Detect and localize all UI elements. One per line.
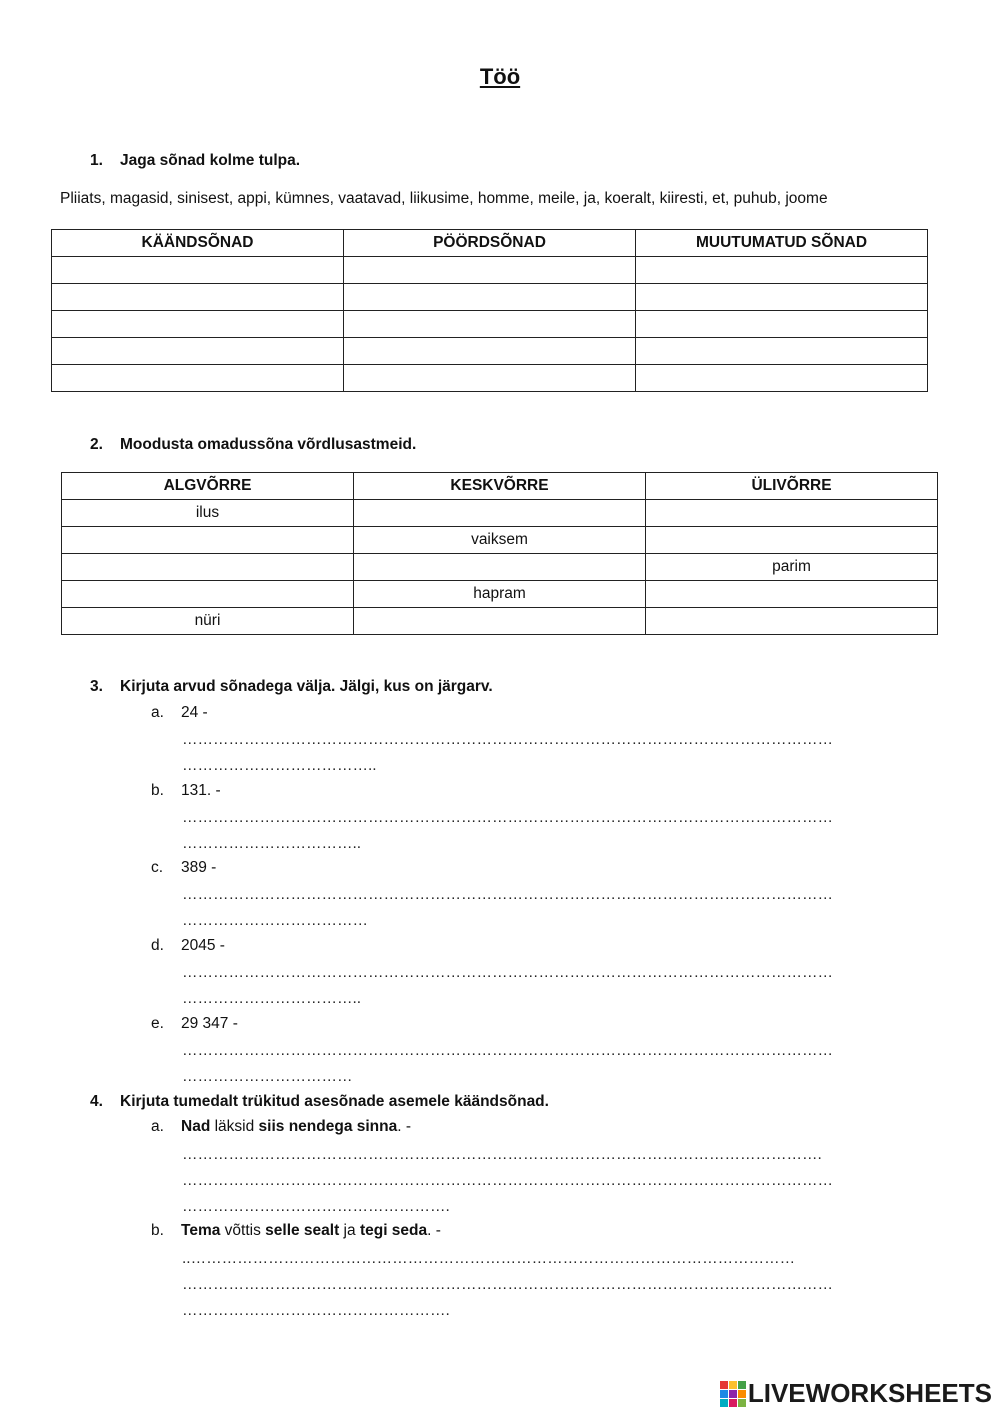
answer-cell[interactable]: [636, 311, 928, 338]
answer-line[interactable]: ………………………………: [182, 912, 368, 929]
answer-line[interactable]: ……………………………..: [182, 835, 362, 852]
sentence-text: läksid: [210, 1118, 259, 1135]
q4-item-b: [151, 1222, 441, 1240]
question-text: Moodusta omadussõna võrdlusastmeid.: [120, 436, 417, 453]
logo-square: [729, 1390, 737, 1398]
question-text: Jaga sõnad kolme tulpa.: [120, 152, 301, 169]
answer-line[interactable]: ………………………………………………………………………………………………………………: [182, 886, 833, 903]
logo-text: LIVEWORKSHEETS: [747, 1378, 992, 1408]
table-cell: vaiksem: [354, 527, 646, 554]
column-header: MUUTUMATUD SÕNAD: [636, 230, 928, 257]
answer-cell[interactable]: [344, 257, 636, 284]
answer-cell[interactable]: [52, 257, 344, 284]
table-row: [62, 500, 938, 527]
answer-cell[interactable]: [354, 608, 646, 635]
table-cell: ilus: [62, 500, 354, 527]
answer-cell[interactable]: [646, 527, 938, 554]
item-letter: c.: [151, 859, 164, 876]
q3-item-d: [151, 937, 225, 955]
item-number: 24 -: [181, 704, 208, 721]
column-header: KESKVÕRRE: [354, 473, 646, 500]
table-row: [62, 608, 938, 635]
question-3-heading: [90, 678, 493, 696]
table-row: [62, 581, 938, 608]
answer-line[interactable]: ………………………………………………………………………………………………………………: [182, 731, 833, 748]
answer-cell[interactable]: [344, 338, 636, 365]
column-header: KÄÄNDSÕNAD: [52, 230, 344, 257]
bold-pronoun: tegi seda: [359, 1222, 428, 1239]
answer-cell[interactable]: [52, 311, 344, 338]
item-letter: d.: [151, 937, 164, 954]
item-number: 389 -: [181, 859, 217, 876]
table-cell: parim: [646, 554, 938, 581]
answer-line[interactable]: ………………………………..: [182, 757, 377, 774]
logo-square: [738, 1390, 746, 1398]
answer-line[interactable]: …………………………………………….: [182, 1198, 450, 1215]
answer-line[interactable]: ………………………………………………………………………………………………………………: [182, 1276, 833, 1293]
answer-cell[interactable]: [354, 554, 646, 581]
sentence-text: . -: [427, 1222, 441, 1239]
item-letter: a.: [151, 1118, 164, 1135]
logo-square: [720, 1390, 728, 1398]
answer-cell[interactable]: [62, 581, 354, 608]
logo-square: [738, 1381, 746, 1389]
q3-item-b: [151, 782, 221, 800]
bold-pronoun: siis nendega sinna: [258, 1118, 398, 1135]
answer-line[interactable]: ………………………………………………………………………………………………………………: [182, 964, 833, 981]
item-sentence: [181, 1118, 411, 1135]
question-text: Kirjuta tumedalt trükitud asesõnade asemele käändsõnad.: [120, 1093, 549, 1110]
q3-item-a: [151, 704, 208, 722]
sentence-text: võttis: [220, 1222, 266, 1239]
answer-line[interactable]: …………………………………………………………………………………………………………….: [182, 1146, 822, 1163]
q2-comparison-table: [61, 472, 938, 635]
answer-cell[interactable]: [636, 365, 928, 392]
sentence-text: . -: [397, 1118, 412, 1135]
answer-line[interactable]: ……………………………: [182, 1068, 353, 1085]
answer-cell[interactable]: [344, 365, 636, 392]
answer-cell[interactable]: [646, 581, 938, 608]
column-header: ALGVÕRRE: [62, 473, 354, 500]
q1-sorting-table: [51, 229, 928, 392]
bold-pronoun: selle sealt: [265, 1222, 340, 1239]
answer-cell[interactable]: [646, 608, 938, 635]
word-list: Pliiats, magasid, sinisest, appi, kümnes, vaatavad, liikusime, homme, meile, ja, koeralt, kiiresti, et, puhub, joome: [60, 190, 828, 207]
sentence-text: ja: [339, 1222, 360, 1239]
item-letter: b.: [151, 1222, 164, 1239]
table-cell: nüri: [62, 608, 354, 635]
item-letter: b.: [151, 782, 164, 799]
question-number: 3.: [90, 678, 103, 695]
answer-cell[interactable]: [52, 338, 344, 365]
item-letter: e.: [151, 1015, 164, 1032]
question-1-heading: [90, 152, 300, 170]
bold-pronoun: Tema: [181, 1222, 221, 1239]
table-cell: hapram: [354, 581, 646, 608]
answer-line[interactable]: ..………………………………………………………………………………………………………: [182, 1250, 796, 1267]
answer-line[interactable]: ………………………………………………………………………………………………………………: [182, 1042, 833, 1059]
q4-item-a: [151, 1118, 411, 1136]
answer-cell[interactable]: [344, 284, 636, 311]
question-number: 1.: [90, 152, 103, 169]
question-2-heading: [90, 436, 416, 454]
item-number: 29 347 -: [181, 1015, 238, 1032]
item-number: 2045 -: [181, 937, 225, 954]
table-row: [62, 554, 938, 581]
logo-mark-icon: [720, 1381, 746, 1407]
answer-cell[interactable]: [354, 500, 646, 527]
answer-cell[interactable]: [344, 311, 636, 338]
answer-line[interactable]: ………………………………………………………………………………………………………………: [182, 809, 833, 826]
bold-pronoun: Nad: [181, 1118, 211, 1135]
logo-square: [729, 1399, 737, 1407]
logo-square: [738, 1399, 746, 1407]
question-number: 4.: [90, 1093, 103, 1110]
q3-item-c: [151, 859, 216, 877]
answer-line[interactable]: ……………………………..: [182, 990, 362, 1007]
column-header: ÜLIVÕRRE: [646, 473, 938, 500]
table-row: [62, 527, 938, 554]
logo-square: [720, 1399, 728, 1407]
liveworksheets-logo: [720, 1378, 992, 1409]
item-letter: a.: [151, 704, 164, 721]
answer-cell[interactable]: [62, 527, 354, 554]
answer-cell[interactable]: [52, 365, 344, 392]
answer-cell[interactable]: [62, 554, 354, 581]
answer-cell[interactable]: [636, 257, 928, 284]
logo-square: [720, 1381, 728, 1389]
answer-line[interactable]: ………………………………………………………………………………………………………………: [182, 1172, 833, 1189]
answer-cell[interactable]: [636, 338, 928, 365]
question-text: Kirjuta arvud sõnadega välja. Jälgi, kus on järgarv.: [120, 678, 493, 695]
item-sentence: [181, 1222, 441, 1239]
answer-cell[interactable]: [636, 284, 928, 311]
question-4-heading: [90, 1093, 549, 1111]
page-title: Töö: [479, 64, 521, 89]
question-number: 2.: [90, 436, 103, 453]
answer-cell[interactable]: [52, 284, 344, 311]
answer-cell[interactable]: [646, 500, 938, 527]
q3-item-e: [151, 1015, 238, 1033]
answer-line[interactable]: …………………………………………….: [182, 1302, 450, 1319]
column-header: PÖÖRDSÕNAD: [344, 230, 636, 257]
logo-square: [729, 1381, 737, 1389]
item-number: 131. -: [181, 782, 221, 799]
